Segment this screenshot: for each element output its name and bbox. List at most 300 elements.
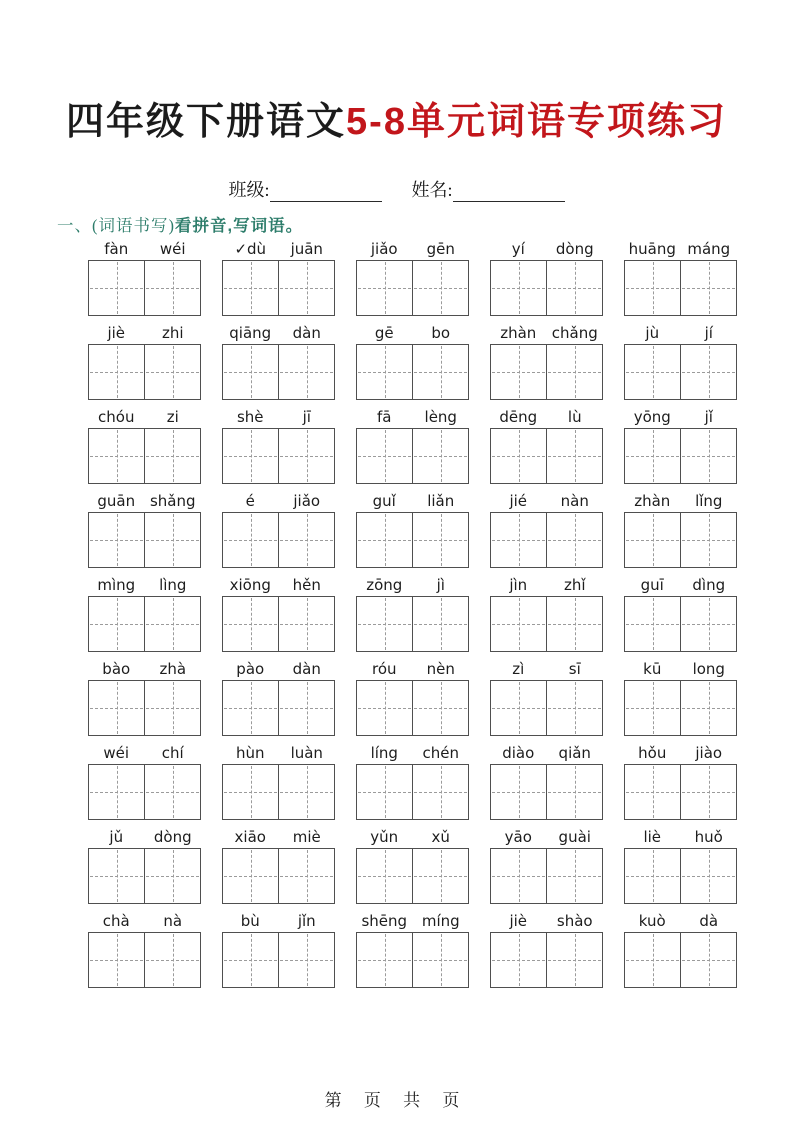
writing-boxes <box>356 596 469 652</box>
writing-cell[interactable] <box>144 597 200 651</box>
writing-boxes <box>490 932 603 988</box>
writing-boxes <box>490 848 603 904</box>
word-group <box>356 404 469 484</box>
writing-cell[interactable] <box>357 429 412 483</box>
word-group <box>356 236 469 316</box>
writing-cell[interactable] <box>625 513 680 567</box>
writing-cell[interactable] <box>412 681 468 735</box>
pinyin-syllable: guī <box>640 576 664 594</box>
writing-boxes <box>222 344 335 400</box>
pinyin-syllable: bo <box>431 324 451 342</box>
word-row <box>88 572 737 652</box>
writing-cell[interactable] <box>546 513 602 567</box>
writing-cell[interactable] <box>546 597 602 651</box>
writing-boxes <box>88 512 201 568</box>
word-group <box>490 824 603 904</box>
pinyin-pair <box>356 908 469 932</box>
pinyin-pair <box>490 656 603 680</box>
writing-boxes <box>624 932 737 988</box>
page-footer: 第 页 共 页 <box>324 1091 469 1110</box>
writing-cell[interactable] <box>625 345 680 399</box>
pinyin-syllable: jìn <box>509 576 528 594</box>
writing-cell[interactable] <box>491 681 546 735</box>
writing-boxes <box>222 932 335 988</box>
pinyin-syllable: dēng <box>499 408 538 426</box>
writing-cell[interactable] <box>412 933 468 987</box>
pinyin-pair <box>624 740 737 764</box>
page-title-black: 四年级下册语文 <box>66 101 347 143</box>
word-group <box>490 572 603 652</box>
word-group <box>490 320 603 400</box>
word-group <box>88 656 201 736</box>
writing-cell[interactable] <box>680 345 736 399</box>
word-group <box>624 908 737 988</box>
word-group <box>88 404 201 484</box>
writing-boxes <box>88 680 201 736</box>
pinyin-pair <box>490 404 603 428</box>
pinyin-pair <box>88 236 201 260</box>
writing-cell[interactable] <box>491 513 546 567</box>
word-group <box>222 320 335 400</box>
section-tag: (词语书写) <box>92 216 175 235</box>
header-fields <box>0 176 793 202</box>
pinyin-pair <box>624 656 737 680</box>
pinyin-pair <box>490 824 603 848</box>
word-row <box>88 488 737 568</box>
writing-cell[interactable] <box>89 513 144 567</box>
pinyin-pair <box>88 908 201 932</box>
word-group <box>490 656 603 736</box>
pinyin-syllable: yí <box>511 240 525 258</box>
writing-boxes <box>88 848 201 904</box>
writing-cell[interactable] <box>278 933 334 987</box>
pinyin-pair <box>490 320 603 344</box>
writing-cell[interactable] <box>491 849 546 903</box>
pinyin-syllable: ✓dù <box>234 240 267 258</box>
writing-boxes <box>490 512 603 568</box>
pinyin-syllable: jù <box>645 324 660 342</box>
writing-boxes <box>490 596 603 652</box>
pinyin-pair <box>222 320 335 344</box>
pinyin-pair <box>222 824 335 848</box>
pinyin-syllable: wéi <box>103 744 130 762</box>
pinyin-syllable: róu <box>371 660 397 678</box>
writing-cell[interactable] <box>412 261 468 315</box>
pinyin-pair <box>88 488 201 512</box>
pinyin-syllable: gēn <box>426 240 455 258</box>
writing-cell[interactable] <box>89 933 144 987</box>
pinyin-syllable: dà <box>699 912 719 930</box>
writing-boxes <box>222 764 335 820</box>
writing-boxes <box>88 260 201 316</box>
writing-cell[interactable] <box>223 261 278 315</box>
writing-boxes <box>490 260 603 316</box>
writing-boxes <box>356 512 469 568</box>
pinyin-syllable: yōng <box>633 408 671 426</box>
word-group <box>356 572 469 652</box>
pinyin-syllable: fā <box>377 408 392 426</box>
writing-cell[interactable] <box>89 765 144 819</box>
writing-cell[interactable] <box>491 345 546 399</box>
writing-cell[interactable] <box>412 345 468 399</box>
writing-cell[interactable] <box>625 849 680 903</box>
pinyin-syllable: yǔn <box>370 828 399 846</box>
writing-cell[interactable] <box>491 765 546 819</box>
writing-cell[interactable] <box>491 261 546 315</box>
pinyin-syllable: chǎng <box>551 324 598 342</box>
pinyin-pair <box>624 236 737 260</box>
writing-cell[interactable] <box>89 681 144 735</box>
writing-cell[interactable] <box>680 513 736 567</box>
pinyin-syllable: zhàn <box>500 324 537 342</box>
pinyin-pair <box>88 824 201 848</box>
pinyin-syllable: lìng <box>159 576 187 594</box>
pinyin-syllable: zhà <box>159 660 187 678</box>
writing-boxes <box>490 344 603 400</box>
word-row <box>88 404 737 484</box>
writing-cell[interactable] <box>278 765 334 819</box>
writing-cell[interactable] <box>357 681 412 735</box>
pinyin-syllable: jǐ <box>704 408 713 426</box>
pinyin-syllable: fàn <box>104 240 129 258</box>
pinyin-syllable: diào <box>502 744 535 762</box>
class-label: 班级: <box>228 180 270 200</box>
writing-cell[interactable] <box>625 681 680 735</box>
pinyin-syllable: long <box>692 660 725 678</box>
word-group <box>356 908 469 988</box>
word-group <box>624 488 737 568</box>
pinyin-syllable: lù <box>567 408 582 426</box>
word-group <box>88 236 201 316</box>
word-row <box>88 320 737 400</box>
pinyin-syllable: jiè <box>509 912 528 930</box>
pinyin-syllable: zhàn <box>634 492 671 510</box>
writing-boxes <box>490 428 603 484</box>
writing-cell[interactable] <box>278 849 334 903</box>
writing-cell[interactable] <box>546 765 602 819</box>
writing-cell[interactable] <box>223 429 278 483</box>
pinyin-syllable: chóu <box>98 408 135 426</box>
pinyin-syllable: hǒu <box>638 744 667 762</box>
word-group <box>356 488 469 568</box>
word-group <box>88 488 201 568</box>
pinyin-syllable: bù <box>240 912 260 930</box>
pinyin-syllable: miè <box>292 828 321 846</box>
word-group <box>222 908 335 988</box>
pinyin-syllable: qiǎn <box>558 744 591 762</box>
pinyin-pair <box>222 404 335 428</box>
writing-boxes <box>222 260 335 316</box>
word-group <box>490 488 603 568</box>
pinyin-syllable: guān <box>97 492 136 510</box>
pinyin-pair <box>490 908 603 932</box>
writing-cell[interactable] <box>223 933 278 987</box>
writing-cell[interactable] <box>546 345 602 399</box>
pinyin-syllable: kū <box>643 660 662 678</box>
word-group <box>222 404 335 484</box>
writing-boxes <box>88 344 201 400</box>
writing-cell[interactable] <box>357 513 412 567</box>
writing-cell[interactable] <box>89 345 144 399</box>
writing-cell[interactable] <box>223 765 278 819</box>
writing-cell[interactable] <box>144 261 200 315</box>
writing-boxes <box>624 344 737 400</box>
writing-cell[interactable] <box>278 261 334 315</box>
writing-cell[interactable] <box>412 597 468 651</box>
writing-cell[interactable] <box>546 261 602 315</box>
writing-cell[interactable] <box>680 765 736 819</box>
pinyin-pair <box>356 740 469 764</box>
word-group <box>490 740 603 820</box>
word-group <box>222 236 335 316</box>
writing-boxes <box>356 848 469 904</box>
writing-cell[interactable] <box>546 849 602 903</box>
writing-boxes <box>624 764 737 820</box>
pinyin-pair <box>356 656 469 680</box>
pinyin-syllable: shǎng <box>149 492 196 510</box>
writing-cell[interactable] <box>546 429 602 483</box>
pinyin-pair <box>624 572 737 596</box>
writing-cell[interactable] <box>89 261 144 315</box>
pinyin-syllable: huāng <box>628 240 676 258</box>
pinyin-syllable: qiāng <box>229 324 272 342</box>
pinyin-syllable: jǐn <box>297 912 316 930</box>
pinyin-syllable: pào <box>236 660 265 678</box>
pinyin-pair <box>356 320 469 344</box>
word-group <box>356 320 469 400</box>
writing-boxes <box>222 848 335 904</box>
pinyin-syllable: líng <box>370 744 398 762</box>
writing-cell[interactable] <box>278 597 334 651</box>
writing-cell[interactable] <box>223 849 278 903</box>
pinyin-syllable: zì <box>512 660 525 678</box>
word-group <box>624 320 737 400</box>
word-row <box>88 740 737 820</box>
pinyin-syllable: dàn <box>292 324 321 342</box>
writing-cell[interactable] <box>89 597 144 651</box>
word-group <box>222 824 335 904</box>
pinyin-pair <box>88 572 201 596</box>
writing-cell[interactable] <box>625 765 680 819</box>
writing-cell[interactable] <box>357 345 412 399</box>
section-number: 一、 <box>57 216 92 235</box>
pinyin-syllable: xiōng <box>229 576 271 594</box>
writing-boxes <box>356 428 469 484</box>
pinyin-syllable: chí <box>161 744 184 762</box>
writing-cell[interactable] <box>357 765 412 819</box>
pinyin-pair <box>624 404 737 428</box>
pinyin-syllable: dòng <box>153 828 192 846</box>
pinyin-syllable: chén <box>422 744 459 762</box>
pinyin-syllable: zi <box>166 408 179 426</box>
writing-cell[interactable] <box>357 261 412 315</box>
pinyin-pair <box>88 404 201 428</box>
writing-boxes <box>624 848 737 904</box>
writing-cell[interactable] <box>357 597 412 651</box>
writing-boxes <box>88 764 201 820</box>
writing-cell[interactable] <box>278 513 334 567</box>
pinyin-syllable: hěn <box>292 576 321 594</box>
word-group <box>88 320 201 400</box>
pinyin-pair <box>222 236 335 260</box>
writing-cell[interactable] <box>144 849 200 903</box>
writing-cell[interactable] <box>491 933 546 987</box>
pinyin-syllable: dàn <box>292 660 321 678</box>
pinyin-syllable: bào <box>102 660 131 678</box>
pinyin-pair <box>356 488 469 512</box>
word-group <box>222 572 335 652</box>
word-group <box>624 656 737 736</box>
name-blank-field[interactable] <box>453 184 565 202</box>
pinyin-pair <box>356 404 469 428</box>
word-grid <box>88 236 737 992</box>
pinyin-syllable: shào <box>556 912 593 930</box>
writing-cell[interactable] <box>357 933 412 987</box>
pinyin-syllable: nà <box>163 912 183 930</box>
writing-cell[interactable] <box>144 681 200 735</box>
writing-cell[interactable] <box>144 345 200 399</box>
pinyin-syllable: jí <box>704 324 713 342</box>
writing-boxes <box>624 428 737 484</box>
word-group <box>624 824 737 904</box>
writing-cell[interactable] <box>680 429 736 483</box>
pinyin-pair <box>490 236 603 260</box>
pinyin-syllable: yāo <box>504 828 532 846</box>
word-group <box>88 908 201 988</box>
writing-cell[interactable] <box>412 765 468 819</box>
word-row <box>88 236 737 316</box>
writing-cell[interactable] <box>223 513 278 567</box>
pinyin-syllable: xǔ <box>431 828 450 846</box>
writing-cell[interactable] <box>278 429 334 483</box>
pinyin-syllable: huǒ <box>694 828 723 846</box>
pinyin-syllable: kuò <box>638 912 666 930</box>
writing-cell[interactable] <box>223 681 278 735</box>
writing-cell[interactable] <box>625 429 680 483</box>
word-group <box>624 740 737 820</box>
writing-boxes <box>624 512 737 568</box>
pinyin-syllable: chà <box>102 912 130 930</box>
writing-boxes <box>222 680 335 736</box>
pinyin-syllable: zhǐ <box>563 576 586 594</box>
word-group <box>222 656 335 736</box>
word-row <box>88 908 737 988</box>
writing-cell[interactable] <box>412 429 468 483</box>
class-blank-field[interactable] <box>270 184 382 202</box>
writing-cell[interactable] <box>680 849 736 903</box>
pinyin-pair <box>490 740 603 764</box>
pinyin-syllable: jiào <box>695 744 723 762</box>
pinyin-syllable: xiāo <box>234 828 266 846</box>
writing-cell[interactable] <box>546 681 602 735</box>
word-group <box>356 824 469 904</box>
word-group <box>88 572 201 652</box>
word-row <box>88 656 737 736</box>
writing-cell[interactable] <box>278 681 334 735</box>
writing-boxes <box>222 596 335 652</box>
word-group <box>490 908 603 988</box>
pinyin-pair <box>356 236 469 260</box>
section-instruction-text: 看拼音,写词语。 <box>175 217 304 235</box>
writing-cell[interactable] <box>625 261 680 315</box>
writing-boxes <box>356 344 469 400</box>
pinyin-pair <box>624 488 737 512</box>
word-group <box>222 740 335 820</box>
writing-cell[interactable] <box>144 513 200 567</box>
pinyin-pair <box>222 656 335 680</box>
pinyin-syllable: jī <box>302 408 311 426</box>
writing-boxes <box>88 428 201 484</box>
writing-cell[interactable] <box>357 849 412 903</box>
writing-cell[interactable] <box>625 933 680 987</box>
writing-cell[interactable] <box>144 429 200 483</box>
pinyin-syllable: é <box>245 492 255 510</box>
writing-cell[interactable] <box>223 345 278 399</box>
writing-cell[interactable] <box>546 933 602 987</box>
pinyin-syllable: liè <box>643 828 662 846</box>
writing-cell[interactable] <box>680 681 736 735</box>
writing-cell[interactable] <box>144 765 200 819</box>
writing-boxes <box>624 260 737 316</box>
pinyin-syllable: máng <box>687 240 731 258</box>
pinyin-syllable: guǐ <box>372 492 396 510</box>
pinyin-syllable: jiè <box>107 324 126 342</box>
writing-boxes <box>624 680 737 736</box>
pinyin-pair <box>222 488 335 512</box>
writing-cell[interactable] <box>491 429 546 483</box>
pinyin-syllable: jiǎo <box>370 240 398 258</box>
pinyin-syllable: jiǎo <box>293 492 321 510</box>
writing-cell[interactable] <box>144 933 200 987</box>
word-group <box>624 572 737 652</box>
writing-cell[interactable] <box>223 597 278 651</box>
pinyin-syllable: míng <box>421 912 460 930</box>
writing-cell[interactable] <box>278 345 334 399</box>
writing-cell[interactable] <box>412 849 468 903</box>
pinyin-pair <box>356 824 469 848</box>
writing-cell[interactable] <box>680 933 736 987</box>
writing-cell[interactable] <box>89 429 144 483</box>
pinyin-pair <box>88 656 201 680</box>
writing-cell[interactable] <box>680 597 736 651</box>
pinyin-pair <box>490 572 603 596</box>
writing-boxes <box>222 512 335 568</box>
word-group <box>222 488 335 568</box>
word-group <box>624 404 737 484</box>
pinyin-syllable: liǎn <box>427 492 455 510</box>
word-group <box>88 740 201 820</box>
pinyin-syllable: gē <box>374 324 394 342</box>
pinyin-syllable: lǐng <box>695 492 723 510</box>
writing-cell[interactable] <box>625 597 680 651</box>
pinyin-syllable: wéi <box>159 240 186 258</box>
writing-boxes <box>356 260 469 316</box>
pinyin-pair <box>624 320 737 344</box>
writing-boxes <box>356 932 469 988</box>
pinyin-syllable: mìng <box>97 576 136 594</box>
pinyin-pair <box>624 824 737 848</box>
word-group <box>88 824 201 904</box>
writing-cell[interactable] <box>89 849 144 903</box>
writing-boxes <box>356 680 469 736</box>
writing-cell[interactable] <box>491 597 546 651</box>
pinyin-syllable: luàn <box>290 744 323 762</box>
writing-cell[interactable] <box>412 513 468 567</box>
word-group <box>356 656 469 736</box>
writing-boxes <box>222 428 335 484</box>
writing-cell[interactable] <box>680 261 736 315</box>
pinyin-syllable: dìng <box>692 576 726 594</box>
